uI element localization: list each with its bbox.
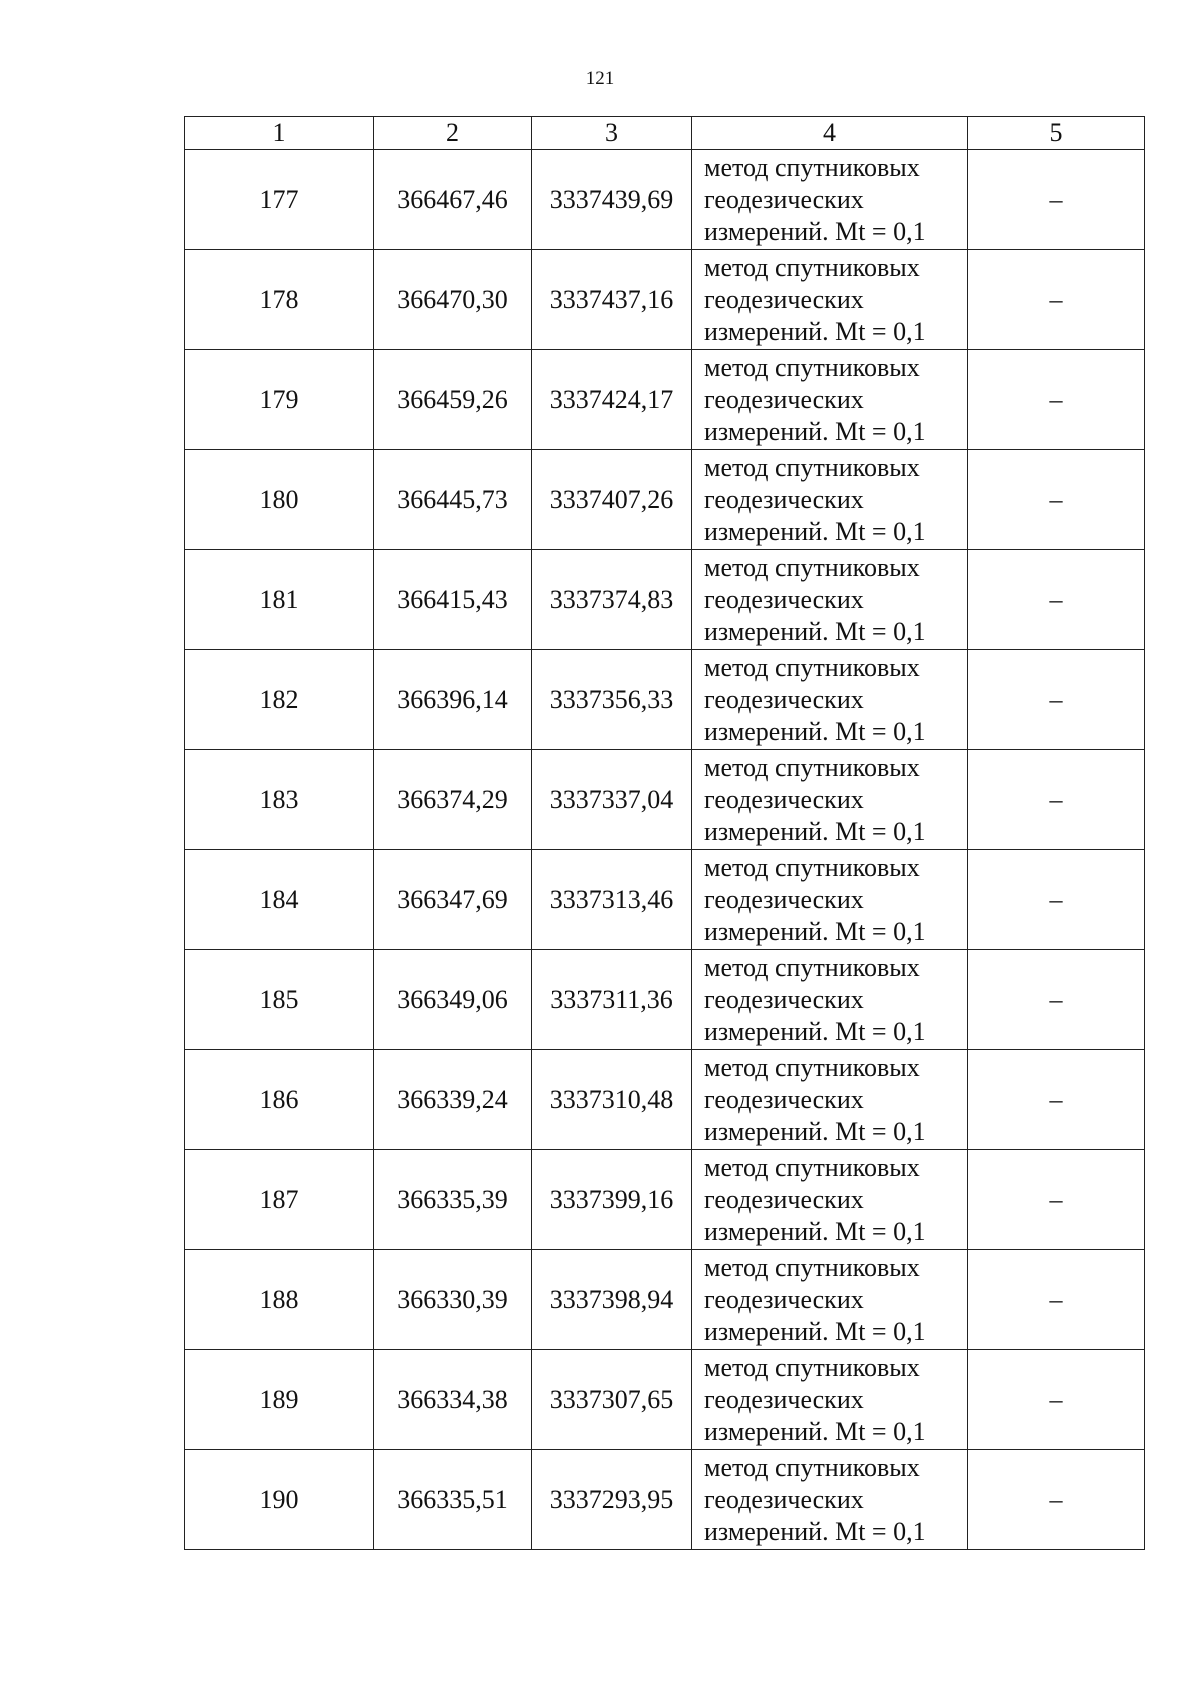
point-number-cell: 182 (185, 650, 374, 750)
x-coordinate-cell: 366396,14 (374, 650, 532, 750)
x-coordinate-cell: 366335,39 (374, 1150, 532, 1250)
page-number: 121 (585, 68, 615, 89)
note-cell: – (968, 1050, 1145, 1150)
point-number-cell: 177 (185, 150, 374, 250)
point-number-cell: 190 (185, 1450, 374, 1550)
table-row (185, 650, 1145, 750)
method-line: метод спутниковых (704, 652, 920, 682)
note-cell: – (968, 850, 1145, 950)
method-cell (692, 550, 968, 650)
method-cell (692, 650, 968, 750)
coordinates-table (184, 116, 1145, 1550)
y-coordinate-cell: 3337424,17 (532, 350, 692, 450)
method-line: измерений. Mt = 0,1 (704, 816, 926, 846)
method-line: геодезических (704, 984, 864, 1014)
method-line: измерений. Mt = 0,1 (704, 1316, 926, 1346)
y-coordinate-cell: 3337437,16 (532, 250, 692, 350)
x-coordinate-cell: 366467,46 (374, 150, 532, 250)
y-coordinate-cell: 3337398,94 (532, 1250, 692, 1350)
method-line: измерений. Mt = 0,1 (704, 516, 926, 546)
x-coordinate-cell: 366335,51 (374, 1450, 532, 1550)
x-coordinate-cell: 366347,69 (374, 850, 532, 950)
column-header-5: 5 (968, 117, 1145, 150)
note-cell: – (968, 1450, 1145, 1550)
point-number-cell: 179 (185, 350, 374, 450)
method-line: метод спутниковых (704, 552, 920, 582)
method-line: геодезических (704, 1084, 864, 1114)
point-number-cell: 180 (185, 450, 374, 550)
table-row (185, 750, 1145, 850)
method-line: геодезических (704, 484, 864, 514)
x-coordinate-cell: 366330,39 (374, 1250, 532, 1350)
method-line: измерений. Mt = 0,1 (704, 1116, 926, 1146)
method-cell (692, 750, 968, 850)
method-line: геодезических (704, 684, 864, 714)
note-cell: – (968, 950, 1145, 1050)
y-coordinate-cell: 3337313,46 (532, 850, 692, 950)
note-cell: – (968, 1150, 1145, 1250)
method-cell (692, 1350, 968, 1450)
method-line: геодезических (704, 1384, 864, 1414)
y-coordinate-cell: 3337337,04 (532, 750, 692, 850)
method-line: геодезических (704, 1184, 864, 1214)
table-row (185, 250, 1145, 350)
method-cell (692, 950, 968, 1050)
method-cell (692, 1450, 968, 1550)
table-row (185, 550, 1145, 650)
method-line: метод спутниковых (704, 1252, 920, 1282)
note-cell: – (968, 1350, 1145, 1450)
point-number-cell: 183 (185, 750, 374, 850)
x-coordinate-cell: 366334,38 (374, 1350, 532, 1450)
point-number-cell: 178 (185, 250, 374, 350)
point-number-cell: 184 (185, 850, 374, 950)
table-row (185, 1050, 1145, 1150)
method-line: измерений. Mt = 0,1 (704, 1016, 926, 1046)
method-line: измерений. Mt = 0,1 (704, 616, 926, 646)
method-line: метод спутниковых (704, 852, 920, 882)
method-line: измерений. Mt = 0,1 (704, 316, 926, 346)
method-cell (692, 1150, 968, 1250)
y-coordinate-cell: 3337310,48 (532, 1050, 692, 1150)
x-coordinate-cell: 366459,26 (374, 350, 532, 450)
method-line: измерений. Mt = 0,1 (704, 1216, 926, 1246)
note-cell: – (968, 150, 1145, 250)
table-row (185, 450, 1145, 550)
method-line: измерений. Mt = 0,1 (704, 916, 926, 946)
method-line: метод спутниковых (704, 452, 920, 482)
method-cell (692, 350, 968, 450)
method-line: метод спутниковых (704, 352, 920, 382)
x-coordinate-cell: 366374,29 (374, 750, 532, 850)
y-coordinate-cell: 3337311,36 (532, 950, 692, 1050)
method-line: измерений. Mt = 0,1 (704, 216, 926, 246)
table-row (185, 150, 1145, 250)
method-line: метод спутниковых (704, 752, 920, 782)
method-line: геодезических (704, 784, 864, 814)
column-header-3: 3 (532, 117, 692, 150)
method-line: метод спутниковых (704, 152, 920, 182)
y-coordinate-cell: 3337439,69 (532, 150, 692, 250)
method-line: метод спутниковых (704, 252, 920, 282)
point-number-cell: 185 (185, 950, 374, 1050)
y-coordinate-cell: 3337374,83 (532, 550, 692, 650)
table-row (185, 1150, 1145, 1250)
y-coordinate-cell: 3337307,65 (532, 1350, 692, 1450)
y-coordinate-cell: 3337407,26 (532, 450, 692, 550)
column-header-1: 1 (185, 117, 374, 150)
method-line: метод спутниковых (704, 1052, 920, 1082)
method-line: измерений. Mt = 0,1 (704, 1516, 926, 1546)
point-number-cell: 187 (185, 1150, 374, 1250)
method-line: метод спутниковых (704, 1452, 920, 1482)
point-number-cell: 189 (185, 1350, 374, 1450)
x-coordinate-cell: 366445,73 (374, 450, 532, 550)
x-coordinate-cell: 366470,30 (374, 250, 532, 350)
method-line: измерений. Mt = 0,1 (704, 416, 926, 446)
x-coordinate-cell: 366339,24 (374, 1050, 532, 1150)
method-cell (692, 1250, 968, 1350)
note-cell: – (968, 750, 1145, 850)
method-line: геодезических (704, 184, 864, 214)
method-line: геодезических (704, 1284, 864, 1314)
note-cell: – (968, 450, 1145, 550)
column-header-4: 4 (692, 117, 968, 150)
y-coordinate-cell: 3337293,95 (532, 1450, 692, 1550)
method-line: геодезических (704, 584, 864, 614)
method-cell (692, 150, 968, 250)
coordinates-table-body (185, 117, 1145, 1550)
table-row (185, 1450, 1145, 1550)
table-row (185, 1250, 1145, 1350)
note-cell: – (968, 650, 1145, 750)
y-coordinate-cell: 3337399,16 (532, 1150, 692, 1250)
note-cell: – (968, 350, 1145, 450)
method-cell (692, 450, 968, 550)
note-cell: – (968, 550, 1145, 650)
table-header-row (185, 117, 1145, 150)
method-line: геодезических (704, 884, 864, 914)
method-line: измерений. Mt = 0,1 (704, 716, 926, 746)
column-header-2: 2 (374, 117, 532, 150)
method-line: геодезических (704, 1484, 864, 1514)
method-cell (692, 1050, 968, 1150)
x-coordinate-cell: 366349,06 (374, 950, 532, 1050)
note-cell: – (968, 250, 1145, 350)
x-coordinate-cell: 366415,43 (374, 550, 532, 650)
method-cell (692, 850, 968, 950)
method-line: метод спутниковых (704, 1352, 920, 1382)
method-line: геодезических (704, 384, 864, 414)
point-number-cell: 188 (185, 1250, 374, 1350)
table-row (185, 350, 1145, 450)
method-line: геодезических (704, 284, 864, 314)
method-line: метод спутниковых (704, 952, 920, 982)
method-cell (692, 250, 968, 350)
table-row (185, 850, 1145, 950)
point-number-cell: 181 (185, 550, 374, 650)
point-number-cell: 186 (185, 1050, 374, 1150)
table-row (185, 950, 1145, 1050)
table-row (185, 1350, 1145, 1450)
method-line: измерений. Mt = 0,1 (704, 1416, 926, 1446)
y-coordinate-cell: 3337356,33 (532, 650, 692, 750)
note-cell: – (968, 1250, 1145, 1350)
method-line: метод спутниковых (704, 1152, 920, 1182)
